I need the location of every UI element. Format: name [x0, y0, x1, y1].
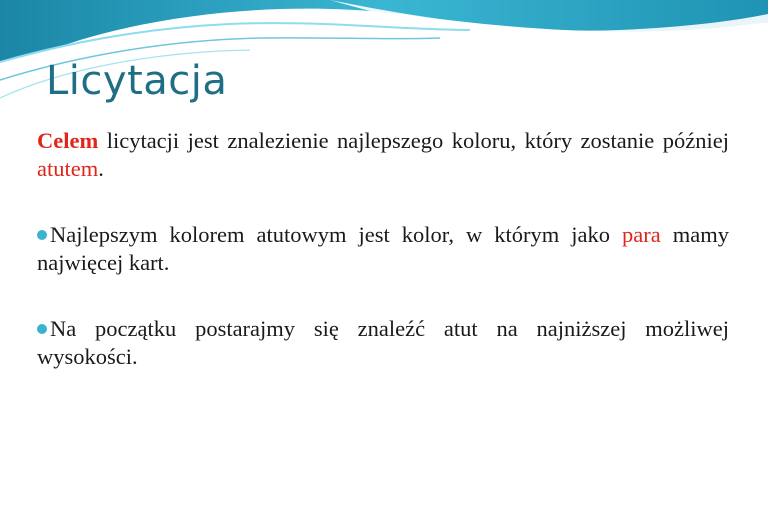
bullet-text: Najlepszym kolorem atutowym jest kolor, w którym jako — [50, 222, 623, 247]
bullet-dot-icon — [37, 324, 47, 334]
slide-body — [37, 127, 729, 409]
intro-highlight: atutem — [37, 156, 99, 181]
intro-lead-word: Celem — [37, 128, 99, 153]
intro-text: licytacji jest znalezienie najlepszego koloru, który zostanie później — [98, 128, 729, 153]
bullet-dot-icon — [37, 230, 47, 240]
bullet-item — [37, 221, 729, 277]
bullet-item — [37, 315, 729, 371]
bullet-tail: mamy najwięcej kart. — [37, 222, 729, 275]
intro-paragraph — [37, 127, 729, 183]
bullet-text: Na początku postarajmy się znaleźć atut na najniższej możliwej wysokości. — [37, 316, 729, 369]
bullet-highlight: para — [622, 222, 661, 247]
intro-end: . — [98, 156, 104, 181]
slide-title: Licytacja — [46, 58, 228, 104]
